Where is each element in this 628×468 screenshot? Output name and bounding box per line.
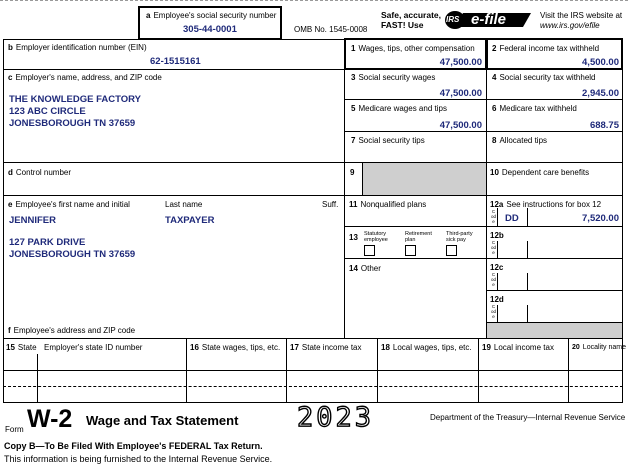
grid-divider-left	[344, 39, 345, 338]
box-b-letter: b	[8, 43, 13, 52]
box12b-value-sep	[527, 241, 528, 258]
ssn-label-text: Employee's social security number	[153, 11, 277, 20]
box-f-label-text: Employee's address and ZIP code	[13, 326, 136, 335]
box18-num: 18	[381, 343, 390, 352]
box18-label	[381, 343, 472, 352]
box9-shade	[363, 163, 486, 195]
box4-label	[492, 73, 596, 82]
state-left-edge	[3, 338, 4, 402]
box12a-value-sep	[527, 208, 528, 226]
box6-label	[492, 104, 577, 113]
state-id-label: Employer's state ID number	[44, 343, 143, 352]
box12a-code-sep	[497, 208, 498, 226]
ssn-label	[146, 11, 276, 20]
box20-label-text: Locality name	[582, 344, 626, 351]
ssn-box-letter: a	[146, 11, 151, 20]
box2-num: 2	[492, 44, 497, 53]
box8-label	[492, 136, 547, 145]
grid-divider-right	[486, 39, 487, 338]
line-row2	[344, 99, 623, 100]
box11-label	[349, 200, 426, 209]
box2-label-text: Federal income tax withheld	[499, 44, 600, 53]
statutory-employee-checkbox[interactable]	[364, 245, 375, 256]
box5-value: 47,500.00	[439, 120, 482, 131]
employee-first-name: JENNIFER	[9, 215, 56, 226]
box12d-code-label: Code	[491, 304, 497, 319]
third-party-sick-pay-label: Third-party sick pay	[446, 231, 473, 243]
box12a-code: DD	[505, 213, 519, 224]
box16-label-text: State wages, tips, etc.	[201, 343, 281, 352]
state-row-mid	[3, 370, 623, 371]
box-b-value: 62-1515161	[150, 56, 201, 67]
box12a-num: 12a	[490, 200, 504, 209]
suffix-label: Suff.	[322, 200, 339, 209]
copy-b-line: Copy B—To Be Filed With Employee's FEDERAL Tax Return.	[4, 441, 263, 451]
box11-label-text: Nonqualified plans	[360, 200, 427, 209]
box1-label-text: Wages, tips, other compensation	[358, 44, 475, 53]
box12d-num: 12d	[490, 295, 504, 304]
box7-label	[351, 136, 425, 145]
box1-value: 47,500.00	[439, 57, 482, 68]
grid-right-edge	[622, 39, 623, 338]
box20-label	[572, 343, 626, 352]
box12b-code-label: Code	[491, 240, 497, 255]
tax-year: 2023	[297, 402, 375, 433]
box8-num: 8	[492, 136, 497, 145]
box1-num: 1	[351, 44, 356, 53]
line-12c-12d	[486, 290, 623, 291]
box3-label	[351, 73, 435, 82]
employer-street: 123 ABC CIRCLE	[9, 106, 86, 117]
line-mid-13-14	[344, 258, 487, 259]
box12d-shade	[487, 323, 622, 338]
box9-sep	[362, 162, 363, 195]
box12b-label	[490, 231, 507, 240]
last-name-label: Last name	[165, 200, 203, 209]
line-row3	[344, 131, 623, 132]
box12d-label	[490, 295, 507, 304]
visit-line1: Visit the IRS website at	[540, 11, 623, 20]
box16-num: 16	[190, 343, 199, 352]
box10-label	[490, 168, 589, 177]
employer-name: THE KNOWLEDGE FACTORY	[9, 94, 141, 105]
third-party-sick-pay-checkbox[interactable]	[446, 245, 457, 256]
box17-label	[290, 343, 362, 352]
box19-label-text: Local income tax	[493, 343, 554, 352]
box-f-letter: f	[8, 326, 11, 335]
box13-num: 13	[349, 233, 358, 242]
box17-label-text: State income tax	[301, 343, 362, 352]
safe-line2: FAST! Use	[381, 20, 424, 30]
line-12a-12b	[486, 226, 623, 227]
box18-label-text: Local wages, tips, etc.	[392, 343, 472, 352]
box12a-value: 7,520.00	[582, 213, 619, 224]
box6-label-text: Medicare tax withheld	[499, 104, 577, 113]
dept-treasury: Department of the Treasury—Internal Revenue Service	[430, 413, 626, 422]
form-word: Form	[5, 425, 24, 434]
box19-num: 19	[482, 343, 491, 352]
box-e-letter: e	[8, 200, 13, 209]
box3-num: 3	[351, 73, 356, 82]
form-title: Wage and Tax Statement	[86, 413, 239, 428]
box4-value: 2,945.00	[582, 88, 619, 99]
employer-city: JONESBOROUGH TN 37659	[9, 118, 136, 129]
box11-num: 11	[349, 200, 358, 209]
line-b-c	[3, 69, 345, 70]
box1-label	[351, 44, 475, 53]
box12c-code-label: Code	[491, 272, 497, 287]
ssn-value: 305-44-0001	[183, 24, 237, 35]
box12b-num: 12b	[490, 231, 504, 240]
box-b-label-text: Employer identification number (EIN)	[15, 43, 147, 52]
state-dash-line	[3, 386, 623, 387]
box13-label	[349, 233, 361, 242]
box12c-value-sep	[527, 273, 528, 290]
box3-label-text: Social security wages	[358, 73, 436, 82]
retirement-plan-checkbox[interactable]	[405, 245, 416, 256]
box12d-code-sep	[497, 305, 498, 322]
box17-num: 17	[290, 343, 299, 352]
cut-line	[0, 0, 628, 1]
box-b-label	[8, 43, 147, 52]
box10-num: 10	[490, 168, 499, 177]
info-line: This information is being furnished to the Internal Revenue Service.	[4, 454, 273, 464]
box19-label	[482, 343, 554, 352]
retirement-plan-label: Retirement plan	[405, 231, 432, 243]
omb-number: OMB No. 1545-0008	[294, 25, 368, 34]
box15-num: 15	[6, 343, 15, 352]
box-d-letter: d	[8, 168, 13, 177]
employee-last-name: TAXPAYER	[165, 215, 215, 226]
box14-label-text: Other	[360, 264, 381, 273]
box-c-label-text: Employer's name, address, and ZIP code	[15, 73, 162, 82]
state-sep-18	[377, 338, 378, 402]
line-12b-12c	[486, 258, 623, 259]
visit-line2: www.irs.gov/efile	[540, 21, 600, 30]
box3-value: 47,500.00	[439, 88, 482, 99]
line-d-e	[3, 195, 345, 196]
form-name: W-2	[27, 405, 73, 433]
safe-line1: Safe, accurate,	[381, 10, 442, 20]
employee-street: 127 PARK DRIVE	[9, 237, 86, 248]
box-c-label	[8, 73, 162, 82]
state-sep-15	[37, 354, 38, 402]
box12d-value-sep	[527, 305, 528, 322]
efile-logo-text: e-file	[471, 11, 507, 28]
box2-label	[492, 44, 599, 53]
grid-left-edge	[3, 39, 4, 338]
box14-num: 14	[349, 264, 358, 273]
state-sep-20	[568, 338, 569, 402]
box6-value: 688.75	[589, 120, 619, 131]
box10-label-text: Dependent care benefits	[501, 168, 590, 177]
box16-label	[190, 343, 280, 352]
box4-num: 4	[492, 73, 497, 82]
irs-logo-text: IRS	[446, 15, 460, 24]
box8-label-text: Allocated tips	[499, 136, 548, 145]
box12c-label	[490, 263, 506, 272]
box9-num: 9	[350, 168, 355, 177]
box20-num: 20	[572, 344, 580, 351]
box2-value: 4,500.00	[582, 57, 619, 68]
box-e-label	[8, 200, 130, 209]
box7-num: 7	[351, 136, 356, 145]
box5-label	[351, 104, 447, 113]
box15-label-text: State	[17, 343, 37, 352]
box7-label-text: Social security tips	[358, 136, 425, 145]
irs-efile-logo	[443, 9, 533, 31]
line-mid-11-13	[344, 226, 487, 227]
box12a-code-label: Code	[491, 209, 497, 224]
box6-num: 6	[492, 104, 497, 113]
statutory-employee-label: Statutory employee	[364, 231, 388, 243]
line-f-state	[3, 338, 623, 339]
box14-label	[349, 264, 381, 273]
box12c-code-sep	[497, 273, 498, 290]
line-c-d	[3, 162, 345, 163]
box5-num: 5	[351, 104, 356, 113]
employee-city: JONESBOROUGH TN 37659	[9, 249, 136, 260]
state-sep-17	[286, 338, 287, 402]
line-row5	[344, 195, 623, 196]
box-c-letter: c	[8, 73, 13, 82]
box-d-label	[8, 168, 71, 177]
box12a-label-text: See instructions for box 12	[506, 200, 602, 209]
box15-label	[6, 343, 37, 352]
state-sep-19	[478, 338, 479, 402]
state-sep-16	[186, 338, 187, 402]
box4-label-text: Social security tax withheld	[499, 73, 596, 82]
box12a-label	[490, 200, 601, 209]
box-d-label-text: Control number	[15, 168, 72, 177]
box-e-label-text: Employee's first name and initial	[15, 200, 130, 209]
box12c-num: 12c	[490, 263, 504, 272]
box5-label-text: Medicare wages and tips	[358, 104, 447, 113]
box12b-code-sep	[497, 241, 498, 258]
box-f-label	[8, 326, 135, 335]
box9-label	[350, 168, 357, 177]
